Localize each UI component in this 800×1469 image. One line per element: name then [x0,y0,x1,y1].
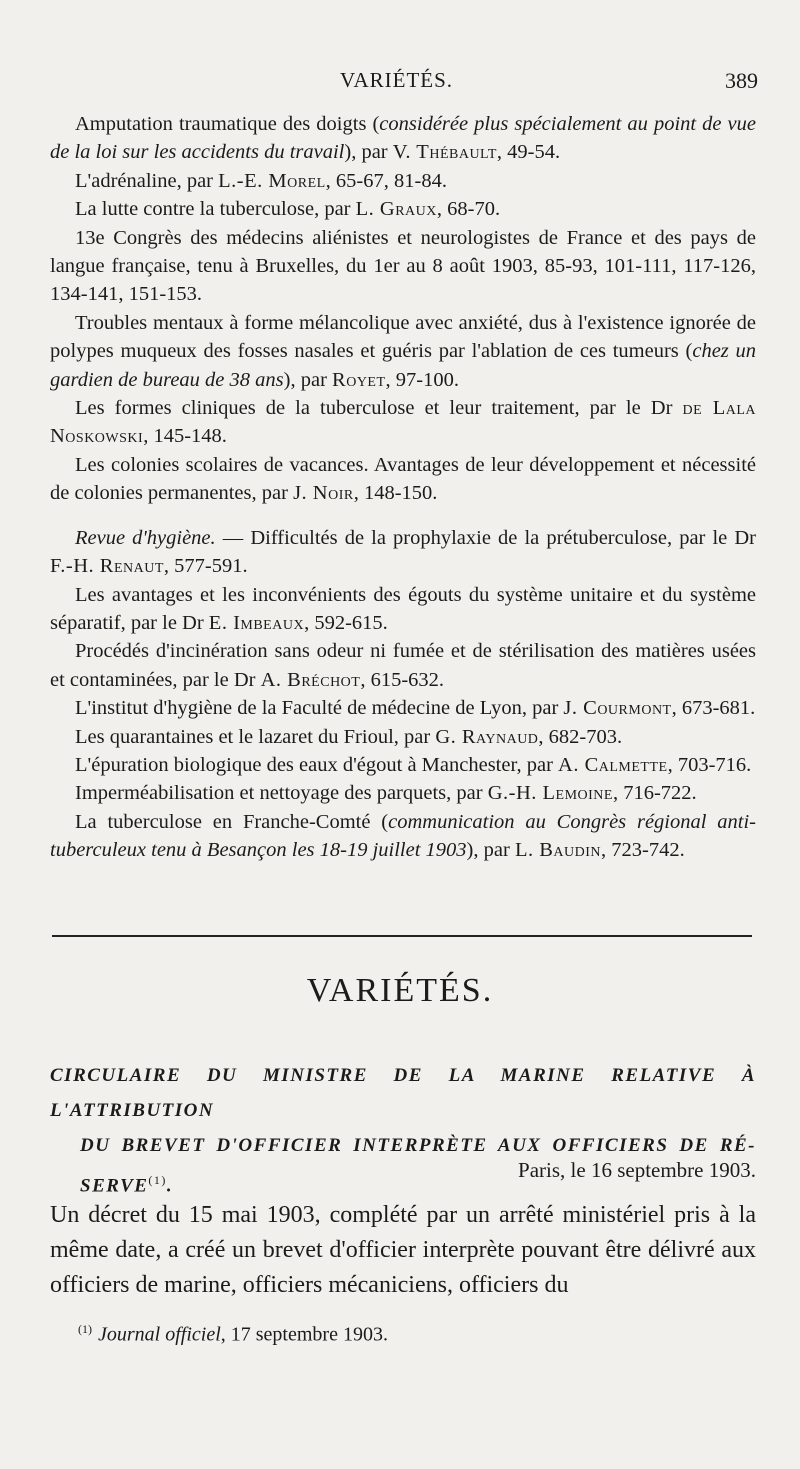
circulaire-line: CIRCULAIRE DU MINISTRE DE LA MARINE RELATIVE À L'ATTRIBUTION [50,1065,756,1121]
page-header [0,68,800,98]
reference-entry: Troubles mentaux à forme mélancolique avec anxiété, dus à l'existence ignorée de polypes muqueux des fosses nasales et guéris par l'ablation de ces tumeurs (chez un gardien de bureau de 38 ans), par Royet, 97-100. [50,311,756,391]
reference-entry: 13e Congrès des médecins aliénistes et neurologistes de France et des pays de langue française, tenu à Bruxelles, du 1er au 8 août 1903, 85-93, 101-111, 117-126, 134-141, 151-153. [50,226,756,306]
journal-entry: Revue d'hygiène. — Difficultés de la prophylaxie de la prétuberculose, par le Dr F.-H. Renaut, 577-591. [50,526,756,578]
body-text [50,1198,756,1303]
reference-entry: La lutte contre la tuberculose, par L. Graux, 68-70. [75,198,501,221]
reference-entry: Amputation traumatique des doigts (considérée plus spécialement au point de vue de la loi sur les accidents du travail), par V. Thébault, 49-54. [50,113,756,164]
running-title: VARIÉTÉS. [340,68,454,92]
journal-name: Revue d'hygiène. [75,526,216,549]
footnote-source: Journal officiel [98,1323,221,1346]
reference-entry: Les formes cliniques de la tuberculose et leur traitement, par le Dr de Lala Noskowski, 145-148. [50,397,756,448]
reference-entry: L'institut d'hygiène de la Faculté de médecine de Lyon, par J. Courmont, 673-681. [75,697,756,720]
footnote-text: , 17 septembre 1903. [220,1323,388,1346]
reference-entry: La tuberculose en Franche-Comté (communication au Congrès régional anti-tuberculeux tenu à Besançon les 18-19 juillet 1903), par L. Baudin, 723-742. [50,810,756,862]
body-paragraph: Un décret du 15 mai 1903, complété par un arrêté ministériel pris à la même date, a créé un brevet d'officier interprète pouvant être délivré aux officiers de marine, officiers mécaniciens, officiers du [50,1202,756,1298]
reference-entry: L'épuration biologique des eaux d'égout à Manchester, par A. Calmette, 703-716. [75,753,752,776]
dateline: Paris, le 16 septembre 1903. [518,1158,756,1182]
reference-entry: L'adrénaline, par L.-E. Morel, 65-67, 81-84. [75,169,447,192]
section-divider [52,935,752,937]
reference-entry: Les colonies scolaires de vacances. Avantages de leur développement et nécessité de colonies permanentes, par J. Noir, 148-150. [50,453,756,505]
footnote [78,1322,388,1347]
section-title: VARIÉTÉS. [306,972,494,1009]
footnote-mark: (1) [78,1322,92,1336]
reference-entry: Les quarantaines et le lazaret du Frioul, par G. Raynaud, 682-703. [75,725,623,748]
reference-entry: Imperméabilisation et nettoyage des parquets, par G.-H. Lemoine, 716-722. [75,782,697,805]
reference-entry: Les avantages et les inconvénients des égouts du système unitaire et du système séparatif, par le Dr E. Imbeaux, 592-615. [50,583,756,634]
footnote-reference[interactable]: (1) [148,1173,167,1187]
reference-entry: Procédés d'incinération sans odeur ni fumée et de stérilisation des matières usées et contaminées, par le Dr A. Bréchot, 615-632. [50,640,756,691]
references-list [50,110,756,865]
page-number: 389 [725,68,758,93]
circulaire-line: SERVE$^{(1)}$. [80,1173,174,1197]
circulaire-line: DU BREVET D'OFFICIER INTERPRÈTE AUX OFFICIERS DE RÉ- [80,1135,756,1156]
